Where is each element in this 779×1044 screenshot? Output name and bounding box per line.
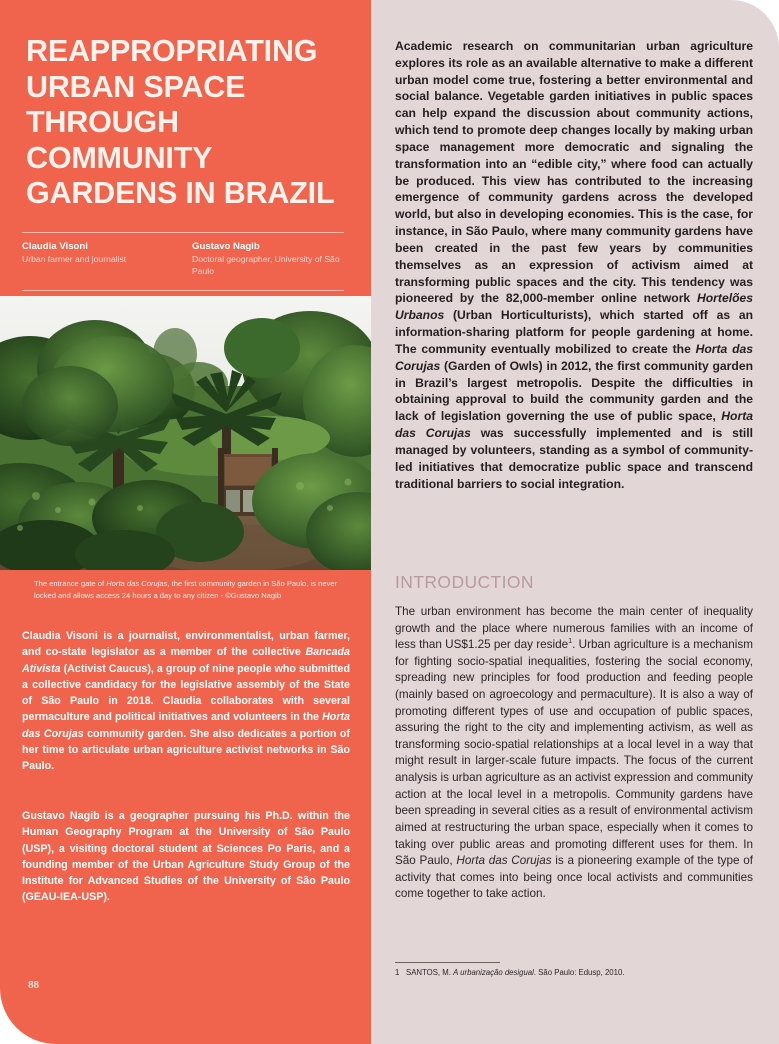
intro-p1: The urban environment has become the main center of inequality growth and the place where numerous families with an income of less than US$1.25 per day reside [395, 605, 753, 652]
abstract-i2: Horta das Corujas [395, 341, 754, 373]
author-block-2 [192, 241, 344, 277]
byline-divider-bottom [22, 290, 344, 291]
abstract-p2: (Urban Horticulturists), which started off as an information-sharing platform for people gardening at home. The community eventually mobilized to create the [395, 308, 753, 356]
introduction-paragraph [395, 604, 753, 903]
bio1-p2: (Activist Caucus), a group of nine people who submitted a collective candidacy for the legislative assembly of the State of São Paulo in 2018. Claudia collaborates with several permaculture and political initiatives and volunteers in the [22, 662, 350, 724]
photo-caption [34, 578, 348, 602]
footnote [395, 968, 753, 979]
byline [22, 241, 352, 277]
author-block-1 [22, 241, 174, 277]
page-title: REAPPROPRIATING URBAN SPACE THROUGH COMMUNITY GARDENS IN BRAZIL [26, 34, 335, 211]
footnote-number: 1 [395, 968, 400, 977]
bio1-i1: Bancada Ativista [22, 646, 350, 675]
intro-i1: Horta das Corujas [456, 854, 552, 868]
caption-text-2: , the first community garden in São Paulo, is never locked and allows access 24 hours a day to any citizen - ©Gustavo Nagib [34, 579, 338, 600]
author-name: Gustavo Nagib [192, 241, 260, 252]
abstract-i3: Horta das Corujas [395, 409, 753, 441]
abstract-i1: Hortelões Urbanos [395, 291, 753, 323]
author-role: Urban farmer and journalist [22, 253, 127, 264]
intro-p3: is a pioneering example of the type of activity that comes into being once local activists and communities come together to take action. [395, 854, 753, 901]
footnote-p1: SANTOS, M. [406, 968, 454, 977]
footnote-divider [395, 962, 500, 963]
introduction-heading: INTRODUCTION [395, 572, 534, 592]
abstract-p4: was successfully implemented and is still managed by volunteers, standing as a symbol of community-led initiatives that democratize public space and transcend traditional barriers to social integration. [395, 426, 754, 491]
author-name: Claudia Visoni [22, 241, 88, 252]
bio1-i2: Horta das Corujas [22, 711, 350, 740]
bio2-p1: Gustavo Nagib is a geographer pursuing his Ph.D. within the Human Geography Program at the University of São Paulo (USP), a visiting doctoral student at Sciences Po Paris, and a founding member of the Urban Agriculture Study Group of the Institute for Advanced Studies of the University of São Paulo (GEAU-IEA-USP). [22, 810, 350, 904]
abstract-p3: (Garden of Owls) in 2012, the first community garden in Brazil’s largest metropolis. Despite the difficulties in obtaining approval to build the community garden and the lack of legislation governing the use of public space, [395, 358, 753, 424]
page-number: 88 [28, 980, 40, 991]
footnote-marker: 1 [568, 636, 573, 646]
bio1-p3: community garden. She also dedicates a portion of her time to articulate urban agriculture activist networks in São Paulo. [22, 727, 350, 773]
caption-italic: Horta das Corujas [106, 579, 168, 588]
abstract-paragraph [395, 38, 753, 492]
intro-p2: . Urban agriculture is a mechanism for fighting socio-spatial inequalities, fostering the social economy, spreading new principles for food production and feeding people (mainly based on agroecology and permaculture). It is also a way of promoting different types of use and occupation of public spaces, assuring the right to the city and implementing activism, as well as transforming socio-spatial relationships at a local level in a way that might result in larger-scale future impacts. The focus of the current analysis is urban agriculture as an activist expression and community action at the local level in a metropolis. Community gardens have been spreading in several cities as a result of environmental activism aimed at restructuring the urban space, especially when it comes to taking over public areas and promoting different uses for them. In São Paulo, [395, 638, 753, 868]
garden-photo-illustration [0, 296, 371, 570]
author-role: Doctoral geographer, University of São Paulo [192, 253, 340, 276]
bio-gustavo-nagib [22, 808, 350, 906]
left-orange-panel [0, 0, 371, 1044]
caption-text-1: The entrance gate of [34, 579, 107, 588]
bio1-p1: Claudia Visoni is a journalist, environmentalist, urban farmer, and co-state legislator as a member of the collective [22, 630, 350, 659]
right-content-panel [371, 0, 779, 1044]
garden-photograph [0, 296, 371, 570]
byline-divider-top [22, 232, 344, 233]
abstract-p1: Academic research on communitarian urban agriculture explores its role as an available alternative to make a different urban model come true, fostering a better environmental and social balance. Vegetable garden initiatives in public spaces can help expand the discussion about community actions, which tend to promote deep changes locally by making urban space management more democratic and signaling the transformation into an “edible city,” where food can actually be produced. This view has contributed to the increasing emergence of community gardens across the developed world, but also in developing economies. This is the case, for instance, in São Paulo, where many community gardens have been created in the past few years by communities themselves as an expression of activism aimed at transforming public spaces and the city. This tendency was pioneered by the 82,000-member online network [395, 39, 753, 306]
bio-claudia-visoni [22, 628, 350, 774]
footnote-i1: A urbanização desigual [453, 968, 534, 977]
footnote-p2: . São Paulo: Edusp, 2010. [533, 968, 625, 977]
